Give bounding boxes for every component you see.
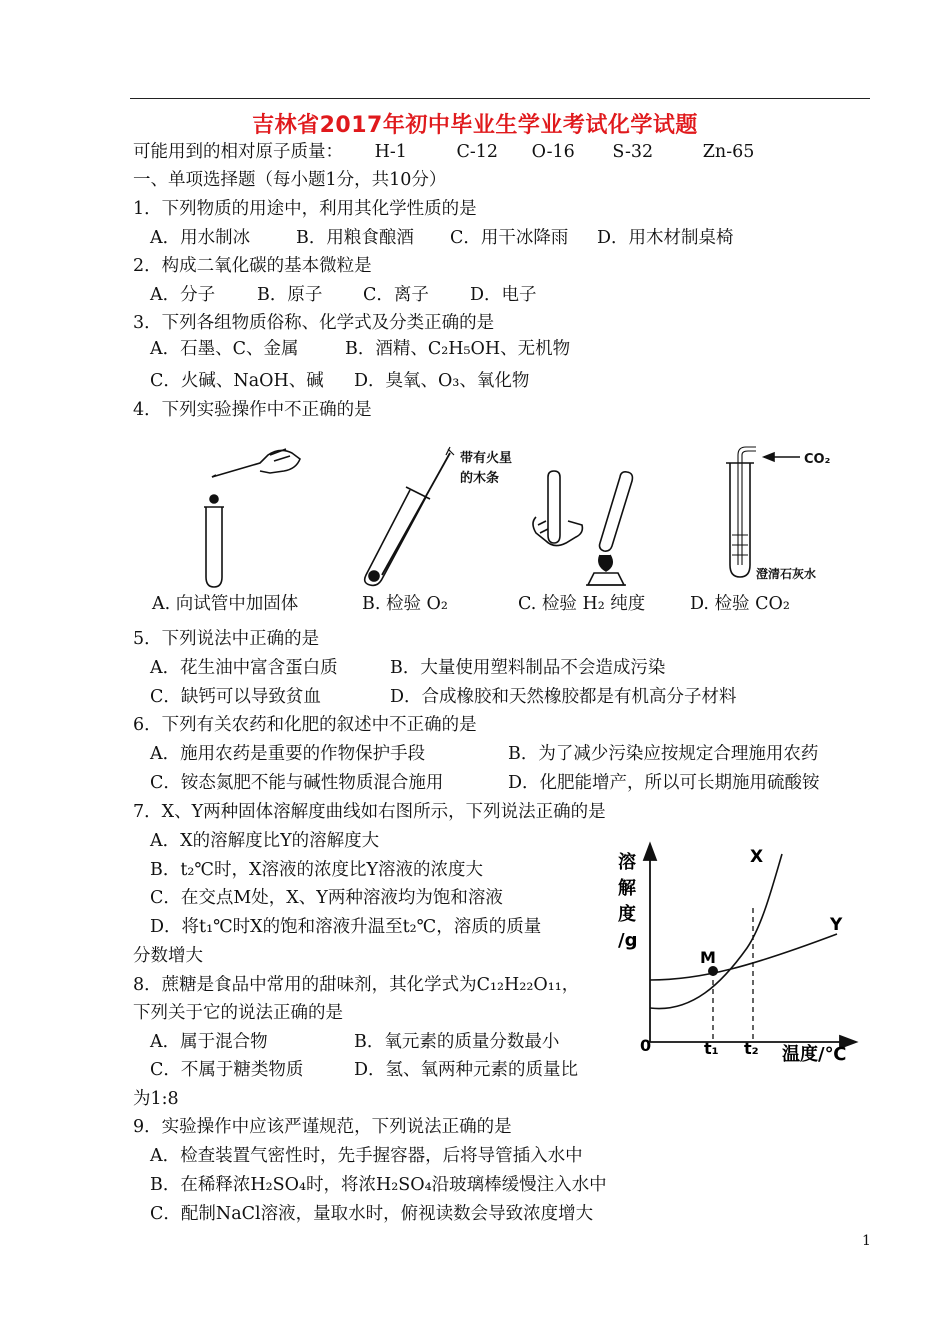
atomic-mass-s: S-32	[612, 142, 654, 162]
question-2-option-a: A．分子	[150, 285, 216, 305]
question-9-option-c: C．配制NaCl溶液，量取水时，俯视读数会导致浓度增大	[150, 1204, 594, 1224]
question-1-option-b: B．用粮食酿酒	[296, 228, 414, 248]
lab-operations-figure	[150, 425, 870, 590]
question-8-option-c: C．不属于糖类物质	[150, 1060, 304, 1080]
question-5-stem: 5．下列说法中正确的是	[133, 629, 320, 649]
question-4-stem: 4．下列实验操作中不正确的是	[133, 400, 372, 420]
series-x-label: X	[750, 847, 764, 867]
intersection-point	[708, 966, 718, 976]
question-3-option-b: B．酒精、C₂H₅OH、无机物	[345, 339, 571, 359]
question-1-option-a: A．用水制冰	[150, 228, 251, 248]
figure-b-drawing	[365, 447, 454, 585]
atomic-masses-label: 可能用到的相对原子质量：	[133, 142, 343, 162]
question-1-stem: 1．下列物质的用途中，利用其化学性质的是	[133, 199, 477, 219]
question-2-option-c: C．离子	[363, 285, 429, 305]
y-axis-label: 溶解度/g	[618, 852, 638, 951]
question-6-option-a: A．施用农药是重要的作物保护手段	[150, 744, 426, 764]
series-y-label: Y	[830, 915, 843, 935]
atomic-masses	[133, 141, 754, 163]
question-5-option-c: C．缺钙可以导致贫血	[150, 687, 321, 707]
series-x-curve	[650, 854, 782, 1009]
question-1-option-c: C．用干冰降雨	[450, 228, 569, 248]
question-8-option-d: D．氢、氧两种元素的质量比	[354, 1060, 579, 1080]
header-rule	[130, 98, 870, 99]
figure-caption-a: A. 向试管中加固体	[152, 594, 299, 614]
question-2-stem: 2．构成二氧化碳的基本微粒是	[133, 256, 372, 276]
question-8-stem-cont: 下列关于它的说法正确的是	[133, 1003, 343, 1023]
figure-b-label-line1: 带有火星	[460, 451, 513, 466]
solubility-chart	[612, 838, 872, 1070]
intersection-label: M	[700, 948, 716, 967]
section-heading: 一、单项选择题（每小题1分，共10分）	[133, 170, 447, 190]
question-8-option-a: A．属于混合物	[150, 1032, 268, 1052]
question-6-stem: 6．下列有关农药和化肥的叙述中不正确的是	[133, 715, 477, 735]
x-axis-label: 温度/℃	[782, 1044, 847, 1065]
question-6-option-d: D．化肥能增产，所以可长期施用硫酸铵	[508, 773, 820, 793]
question-1-option-d: D．用木材制桌椅	[597, 228, 734, 248]
origin-label: 0	[640, 1036, 652, 1055]
figure-caption-b: B. 检验 O₂	[362, 594, 448, 614]
atomic-mass-c: C-12	[456, 142, 499, 162]
question-8-stem: 8．蔗糖是食品中常用的甜味剂，其化学式为C₁₂H₂₂O₁₁，	[133, 975, 580, 995]
question-3-stem: 3．下列各组物质俗称、化学式及分类正确的是	[133, 313, 495, 333]
question-8-option-b: B．氧元素的质量分数最小	[354, 1032, 560, 1052]
figure-a-drawing	[204, 449, 300, 587]
question-2-option-d: D．电子	[470, 285, 537, 305]
question-7-stem: 7．X、Y两种固体溶解度曲线如右图所示，下列说法正确的是	[133, 802, 606, 822]
question-6-option-b: B．为了减少污染应按规定合理施用农药	[508, 744, 819, 764]
question-3-option-c: C．火碱、NaOH、碱	[150, 371, 324, 391]
question-7-option-d: D．将t₁℃时X的饱和溶液升温至t₂℃，溶质的质量	[150, 917, 542, 937]
page-title: 吉林省2017年初中毕业生学业考试化学试题	[252, 113, 698, 138]
atomic-mass-h: H-1	[374, 142, 407, 162]
question-7-option-c: C．在交点M处，X、Y两种溶液均为饱和溶液	[150, 888, 503, 908]
figure-caption-d: D. 检验 CO₂	[690, 594, 790, 614]
question-9-option-b: B．在稀释浓H₂SO₄时，将浓H₂SO₄沿玻璃棒缓慢注入水中	[150, 1175, 607, 1195]
atomic-mass-zn: Zn-65	[702, 142, 755, 162]
tick-t1: t₁	[704, 1039, 719, 1058]
question-2-option-b: B．原子	[257, 285, 323, 305]
figure-d-drawing	[726, 447, 800, 577]
question-7-option-d-cont: 分数增大	[133, 946, 203, 966]
question-7-option-b: B．t₂℃时，X溶液的浓度比Y溶液的浓度大	[150, 860, 483, 880]
question-3-option-a: A．石墨、C、金属	[150, 339, 299, 359]
tick-t2: t₂	[744, 1039, 759, 1058]
figure-c-drawing	[533, 471, 632, 585]
figure-d-limewater-label: 澄清石灰水	[756, 567, 817, 581]
figure-d-co2-label: CO₂	[804, 452, 831, 467]
question-8-option-d-cont: 为1:8	[133, 1089, 179, 1109]
question-5-option-b: B．大量使用塑料制品不会造成污染	[390, 658, 666, 678]
figure-caption-c: C. 检验 H₂ 纯度	[518, 594, 646, 614]
question-5-option-a: A．花生油中富含蛋白质	[150, 658, 338, 678]
y-axis-arrow	[644, 844, 656, 860]
figure-b-label-line2: 的木条	[460, 471, 500, 486]
question-3-option-d: D．臭氧、O₃、氧化物	[354, 371, 530, 391]
series-y-curve	[650, 934, 837, 980]
question-6-option-c: C．铵态氮肥不能与碱性物质混合施用	[150, 773, 444, 793]
atomic-mass-o: O-16	[531, 142, 575, 162]
question-5-option-d: D．合成橡胶和天然橡胶都是有机高分子材料	[390, 687, 737, 707]
question-9-option-a: A．检查装置气密性时，先手握容器，后将导管插入水中	[150, 1146, 583, 1166]
question-9-stem: 9．实验操作中应该严谨规范，下列说法正确的是	[133, 1117, 512, 1137]
page-number: 1	[862, 1233, 871, 1249]
question-7-option-a: A．X的溶解度比Y的溶解度大	[150, 831, 380, 851]
